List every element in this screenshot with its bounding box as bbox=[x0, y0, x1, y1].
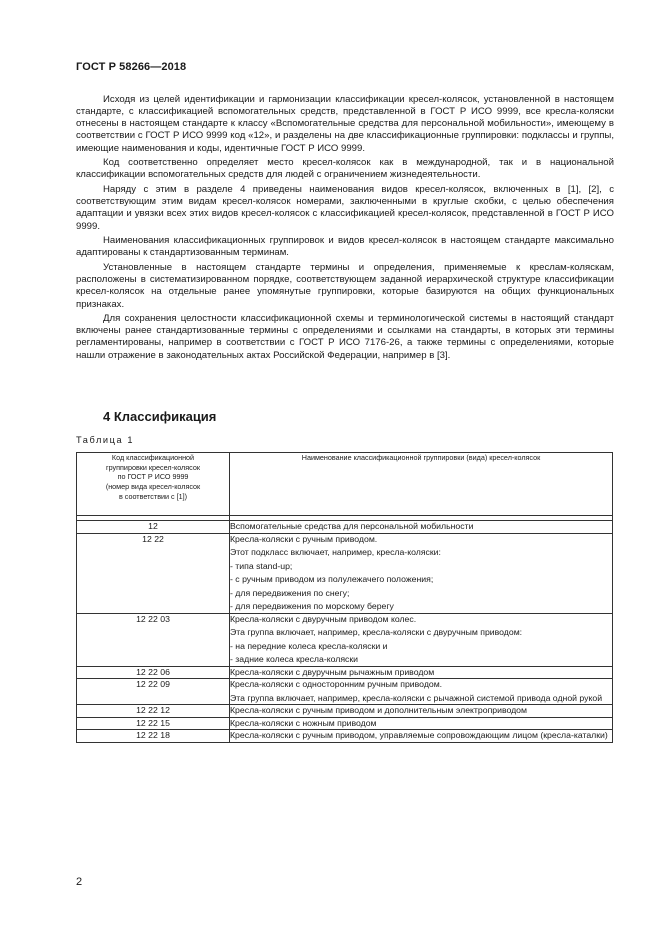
table-row bbox=[77, 533, 613, 613]
table-row bbox=[77, 521, 613, 534]
paragraph: Код соответственно определяет место кресел-колясок как в международной, так и в национальной классификации вспомогательных средств для людей с ограничением жизнедеятельности. bbox=[76, 157, 614, 181]
classification-code: 12 22 12 bbox=[77, 705, 230, 718]
column-header-code bbox=[77, 453, 230, 516]
classification-name bbox=[230, 666, 613, 679]
list-item: - на передние колеса кресла-коляски и bbox=[230, 640, 388, 651]
classification-name bbox=[230, 730, 613, 743]
classification-name bbox=[230, 533, 613, 613]
list-item: - для передвижения по морскому берегу bbox=[230, 601, 394, 611]
classification-code: 12 bbox=[77, 521, 230, 534]
description-line: Кресла-коляски с ножным приводом bbox=[230, 717, 377, 728]
table-row bbox=[77, 666, 613, 679]
page-number: 2 bbox=[76, 876, 83, 888]
classification-name bbox=[230, 613, 613, 666]
paragraph: Установленные в настоящем стандарте термины и определения, применяемые к креслам-коляскам, расположены в систематизированном порядке, соответствующем заданной иерархической структуре классификации кресел-колясок на отдельные ранее упомянутые группировки, которые базируются на общих функциональных признаках. bbox=[76, 262, 614, 310]
classification-code: 12 22 bbox=[77, 533, 230, 613]
table-body bbox=[77, 521, 613, 743]
paragraph: Наряду с этим в разделе 4 приведены наименования видов кресел-колясок, включенных в [1], [2], с соответствующим этим видам кресел-колясок номерами, заключенными в круглые скобки, с целью обеспечения адаптации и увязки всех этих видов кресел-колясок с классификацией кресел-колясок, представленной в ГОСТ Р ИСО 9999. bbox=[76, 184, 614, 232]
table-caption: Таблица 1 bbox=[76, 435, 135, 445]
paragraph: Наименования классификационных группировок и видов кресел-колясок в настоящем стандарте максимально адаптированы к стандартизованным терминам. bbox=[76, 235, 614, 259]
classification-name bbox=[230, 717, 613, 730]
classification-table bbox=[76, 452, 613, 743]
section-title: 4 Классификация bbox=[103, 409, 217, 424]
header-line: (номер вида кресел-колясок bbox=[105, 482, 201, 492]
description-line: Кресла-коляски с двуручным приводом колес. bbox=[230, 613, 417, 624]
description-line: Кресла-коляски с ручным приводом, управляемые сопровождающим лицом (кресла-каталки) bbox=[230, 730, 608, 740]
header-line: по ГОСТ Р ИСО 9999 bbox=[117, 472, 189, 482]
paragraph: Для сохранения целостности классификационной схемы и терминологической системы в настоящий стандарт включены ранее стандартизованные термины с определениями и ссылками на стандарты, в которых эти термины регламентированы, например в соответствии с ГОСТ Р ИСО 7176-26, а также термины с определениями, которые нашли отражение в законодательных актах Российской Федерации, например в [3]. bbox=[76, 313, 614, 361]
document-header: ГОСТ Р 58266—2018 bbox=[76, 61, 187, 73]
classification-code: 12 22 15 bbox=[77, 717, 230, 730]
description-line: Этот подкласс включает, например, кресла-коляски: bbox=[230, 547, 441, 557]
description-line: Вспомогательные средства для персональной мобильности bbox=[230, 521, 474, 531]
list-item: - типа stand-up; bbox=[230, 560, 293, 571]
table-row bbox=[77, 717, 613, 730]
description-line: Эта группа включает, например, кресла-коляски с рычажной системой привода одной рукой bbox=[230, 692, 603, 703]
header-line: Код классификационной bbox=[111, 453, 195, 462]
table-row bbox=[77, 679, 613, 705]
list-item: - с ручным приводом из полулежачего положения; bbox=[230, 574, 434, 584]
table-header-row bbox=[77, 453, 613, 516]
introduction-text bbox=[76, 94, 614, 364]
classification-name bbox=[230, 679, 613, 705]
paragraph: Исходя из целей идентификации и гармонизации классификации кресел-колясок, установленной в настоящем стандарте, с классификацией вспомогательных средств, представленной в ГОСТ Р ИСО 9999, все кресла-коляски отнесены в настоящем стандарте к классу «Вспомогательные средства для персональной мобильности», имеющему в соответствии с ГОСТ Р ИСО 9999 код «12», и разделены на две классификационные группировки: подклассы и группы, имеющие наименования и коды, идентичные ГОСТ Р ИСО 9999. bbox=[76, 94, 614, 154]
classification-code: 12 22 03 bbox=[77, 613, 230, 666]
header-line: группировки кресел-колясок bbox=[106, 462, 200, 472]
header-line: в соответствии с [1]) bbox=[118, 491, 188, 501]
column-header-name: Наименование классификационной группировки (вида) кресел-колясок bbox=[230, 453, 613, 516]
table-row bbox=[77, 730, 613, 743]
classification-code: 12 22 06 bbox=[77, 666, 230, 679]
description-line: Кресла-коляски с односторонним ручным приводом. bbox=[230, 679, 443, 689]
description-line: Кресла-коляски с двуручным рычажным приводом bbox=[230, 666, 435, 677]
list-item: - задние колеса кресла-коляски bbox=[230, 654, 359, 664]
table-row bbox=[77, 613, 613, 666]
classification-name bbox=[230, 521, 613, 534]
description-line: Кресла-коляски с ручным приводом. bbox=[230, 533, 378, 544]
description-line: Кресла-коляски с ручным приводом и дополнительным электроприводом bbox=[230, 705, 527, 715]
list-item: - для передвижения по снегу; bbox=[230, 587, 350, 598]
table-row bbox=[77, 705, 613, 718]
classification-code: 12 22 09 bbox=[77, 679, 230, 705]
classification-code: 12 22 18 bbox=[77, 730, 230, 743]
classification-name bbox=[230, 705, 613, 718]
description-line: Эта группа включает, например, кресла-коляски с двуручным приводом: bbox=[230, 627, 523, 637]
